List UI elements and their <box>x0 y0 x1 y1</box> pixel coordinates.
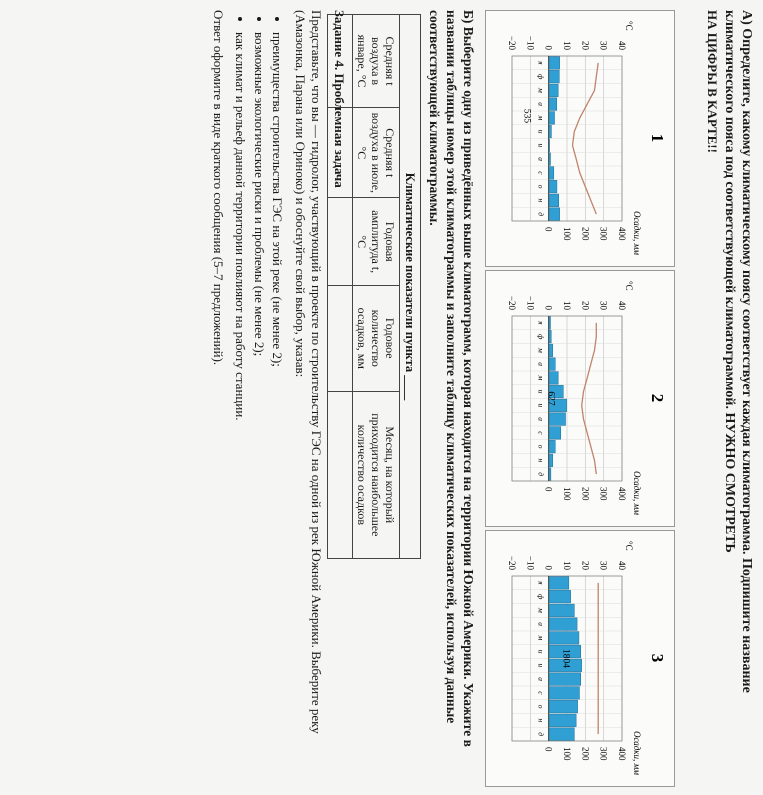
precip-axis-label: Осадки, мм <box>632 730 642 775</box>
precip-tick-label: 0 <box>543 747 554 752</box>
temp-tick-label: 30 <box>598 301 609 310</box>
month-label: с <box>536 431 546 435</box>
month-label: м <box>536 87 546 93</box>
month-label: а <box>536 362 546 366</box>
total-precip-label: 1804 <box>560 649 571 668</box>
task-4-bullet: • преимущества строительства ГЭС на этой реке (не менее 2); <box>269 32 286 780</box>
precip-bar <box>549 84 559 97</box>
precip-bar <box>549 344 553 357</box>
table-header-jan-temp: Средняя t воздуха в январе, °С <box>353 15 400 108</box>
precip-tick-label: 300 <box>598 487 609 501</box>
temp-tick-label: 10 <box>562 41 572 50</box>
month-label: о <box>536 444 546 449</box>
month-label: м <box>536 347 546 353</box>
precip-tick-label: 100 <box>562 747 572 761</box>
precip-bar <box>549 358 556 371</box>
temp-tick-label: −20 <box>507 555 517 570</box>
task-4-intro: Представьте, что вы — гидролог, участвующий в проекте по строительству ГЭС на одной из рек Южной Америки. Выберите реку (Амазонка, Парана или Ориноко) и обоснуйте свой выбор, указав: <box>293 10 325 734</box>
month-label: и <box>536 389 546 394</box>
task-a-tail: НА ЦИФРЫ В КАРТЕ!! <box>705 10 720 153</box>
table-header-amplitude: Годовая амплитуда t, °С <box>353 198 400 285</box>
month-label: м <box>536 607 546 613</box>
month-label: а <box>536 622 546 626</box>
month-label: я <box>536 321 546 325</box>
month-label: а <box>536 157 546 161</box>
table-header-jul-temp: Средняя t воздуха в июле, °С <box>353 108 400 198</box>
task-a-text: А) Определите, какому климатическому поясу соответствует каждая климатограмма. Подпишите название климатического пояса под соответствующей климатограммой. НУЖНО СМОТРЕТЬ <box>722 10 754 693</box>
month-label: с <box>536 171 546 175</box>
precip-bar <box>549 413 566 426</box>
temp-tick-label: 20 <box>580 301 591 310</box>
precip-bar <box>549 454 553 467</box>
temp-unit-label: °C <box>624 281 634 291</box>
temp-tick-label: 0 <box>543 565 554 570</box>
climatogram-number: 3 <box>648 653 667 663</box>
month-label: и <box>536 663 546 668</box>
precip-bar <box>549 714 577 727</box>
temp-tick-label: 40 <box>617 561 627 570</box>
month-label: и <box>536 403 546 408</box>
temp-tick-label: 40 <box>617 301 627 310</box>
precip-tick-label: 0 <box>543 487 554 492</box>
precip-bar <box>549 604 575 617</box>
temp-tick-label: −20 <box>507 295 517 310</box>
precip-bar <box>549 208 560 221</box>
temp-unit-label: °C <box>624 21 634 31</box>
precip-bar <box>549 728 575 741</box>
precip-bar <box>549 112 555 125</box>
month-label: н <box>536 718 546 723</box>
precip-bar <box>549 427 561 440</box>
precip-tick-label: 200 <box>580 747 591 761</box>
climatogram-number: 1 <box>648 133 667 143</box>
task-a-heading <box>704 10 755 780</box>
total-precip-label: 535 <box>521 108 532 124</box>
month-label: ф <box>536 333 546 340</box>
precip-bar <box>549 687 580 700</box>
precip-tick-label: 0 <box>543 227 554 232</box>
temp-tick-label: −10 <box>525 35 536 50</box>
task-4-bullets <box>232 10 286 780</box>
precip-bar <box>549 618 577 631</box>
month-label: м <box>536 635 546 641</box>
temp-tick-label: −10 <box>525 555 536 570</box>
climatogram-1 <box>485 10 675 267</box>
task-4-title: Задание 4. Проблемная задача <box>332 10 347 188</box>
temp-tick-label: −10 <box>525 295 536 310</box>
precip-tick-label: 400 <box>617 227 627 241</box>
month-label: д <box>536 212 546 217</box>
precip-tick-label: 100 <box>562 487 572 501</box>
task-b-heading: Б) Выберите одну из приведённых выше климатограмм, которая находится на территории Южной Америки. Укажите в названии таблицы номер этой климатограммы и заполните таблицу климатических показателей, используя данные соответствующей климатограммы. <box>427 10 476 747</box>
precip-bar <box>549 167 554 180</box>
temp-tick-label: 40 <box>617 41 627 50</box>
climatogram-2 <box>485 270 675 527</box>
table-header-max-month: Месяц, на который приходится наибольшее количество осадков <box>353 391 400 558</box>
precip-bar <box>549 577 569 590</box>
month-label: а <box>536 417 546 421</box>
temp-tick-label: 30 <box>598 41 609 50</box>
month-label: н <box>536 198 546 203</box>
temp-tick-label: 10 <box>562 301 572 310</box>
temp-tick-label: 10 <box>562 561 572 570</box>
month-label: ф <box>536 73 546 80</box>
precip-tick-label: 200 <box>580 227 591 241</box>
temp-tick-label: 30 <box>598 561 609 570</box>
precip-tick-label: 300 <box>598 747 609 761</box>
task-4-bullet: • возможные экологические риски и проблемы (не менее 2); <box>251 32 268 780</box>
month-label: м <box>536 115 546 121</box>
month-label: д <box>536 732 546 737</box>
climatogram-3 <box>485 530 675 787</box>
precip-bar <box>549 57 560 70</box>
temp-tick-label: −20 <box>507 35 517 50</box>
temp-unit-label: °C <box>624 541 634 551</box>
month-label: и <box>536 143 546 148</box>
precip-tick-label: 400 <box>617 487 627 501</box>
precip-bar <box>549 590 571 603</box>
precip-bar <box>549 194 559 207</box>
month-label: м <box>536 375 546 381</box>
month-label: я <box>536 61 546 65</box>
precip-axis-label: Осадки, мм <box>632 210 642 255</box>
precip-tick-label: 200 <box>580 487 591 501</box>
temp-tick-label: 0 <box>543 45 554 50</box>
precip-bar <box>549 70 560 83</box>
temp-tick-label: 20 <box>580 41 591 50</box>
task-4-bullet: • как климат и рельеф данной территории повлияют на работу станции. <box>232 32 249 780</box>
month-label: д <box>536 472 546 477</box>
month-label: ф <box>536 593 546 600</box>
precip-axis-label: Осадки, мм <box>632 470 642 515</box>
temp-tick-label: 20 <box>580 561 591 570</box>
precip-tick-label: 400 <box>617 747 627 761</box>
table-header-precip: Годовое количество осадков, мм <box>353 285 400 391</box>
month-label: и <box>536 129 546 134</box>
precip-bar <box>549 632 579 645</box>
month-label: а <box>536 102 546 106</box>
precip-tick-label: 300 <box>598 227 609 241</box>
temp-tick-label: 0 <box>543 305 554 310</box>
month-label: о <box>536 704 546 709</box>
month-label: а <box>536 677 546 681</box>
total-precip-label: 627 <box>545 391 556 406</box>
precip-bar <box>549 700 578 713</box>
task-4 <box>210 10 348 780</box>
month-label: с <box>536 691 546 695</box>
precip-bar <box>549 180 557 193</box>
month-label: о <box>536 184 546 189</box>
task-4-answer-note: Ответ оформите в виде краткого сообщения (5–7 предложений). <box>211 10 226 366</box>
precip-tick-label: 100 <box>562 227 572 241</box>
month-label: н <box>536 458 546 463</box>
month-label: и <box>536 649 546 654</box>
precip-bar <box>549 440 556 453</box>
precip-bar <box>549 673 581 686</box>
precip-bar <box>549 98 557 111</box>
climatogram-number: 2 <box>648 393 667 403</box>
precip-bar <box>549 372 559 385</box>
month-label: я <box>536 581 546 585</box>
table-caption: Климатические показатели пункта ____ <box>400 15 421 559</box>
